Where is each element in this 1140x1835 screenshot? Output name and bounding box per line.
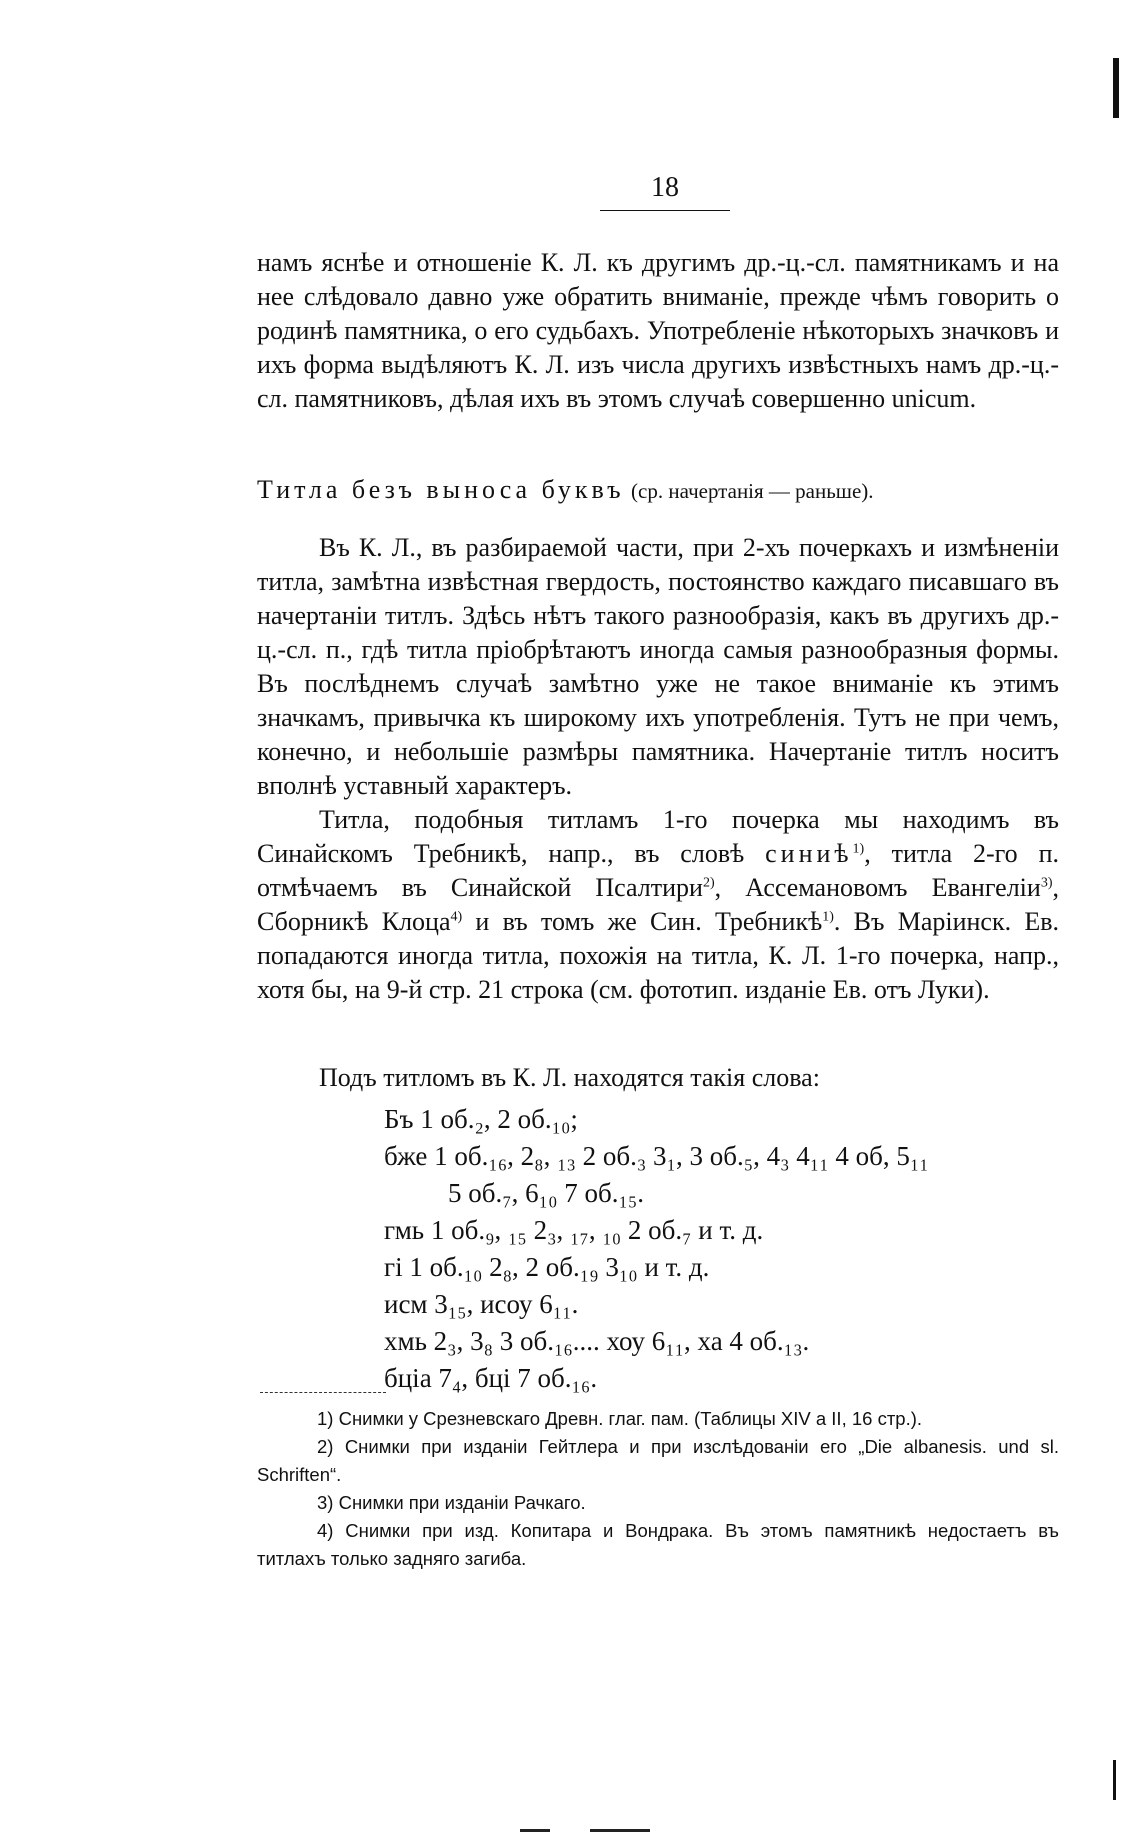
section-title: Титла безъ выноса буквъ [257,475,625,504]
example-line: 5 об.₇, 6₁₀ 7 об.₁₅. [448,1178,645,1208]
footnote-ref: 1) [822,909,834,925]
scan-artifact [520,1829,550,1832]
paragraph-continuation [257,246,1059,416]
abbreviation-examples [384,1101,1004,1397]
example-line: бціа 7₄, бці 7 об.₁₆. [384,1363,598,1393]
footnote-ref: 3) [1040,875,1053,891]
footnote-separator [260,1392,386,1393]
scan-edge-mark [1113,58,1119,118]
body-text [257,531,1059,1007]
footnote-3: 3) Снимки при изданіи Рачкаго. [317,1492,586,1513]
footnote-1: 1) Снимки у Срезневскаго Древн. глаг. пам. (Таблицы XIV a II, 16 стр.). [317,1408,923,1429]
example-line: гі 1 об.₁₀ 2₈, 2 об.₁₉ 3₁₀ и т. д. [384,1252,710,1282]
paragraph-3: Титла, подобныя титламъ 1-го почерка мы находимъ въ Синайскомъ Требникѣ, напр., въ словѣ синиѣ$^{1)}$, титла 2-го п. отмѣчаемъ въ Синайской Псалтири$^{2)}$, Ассемановомъ Евангеліи$^{3)}$, Сборникѣ Клоца$^{4)}$ и въ томъ же Син. Требникѣ$^{1)}$. Въ Маріинск. Ев. попадаются иногда титла, похожія на титла, К. Л. 1-го почерка, напр., хотя бы, на 9-й стр. 21 строка (см. фототип. изданіе Ев. отъ Луки). [257,805,1059,1004]
example-line: бже 1 об.₁₆, 2₈, ₁₃ 2 об.₃ 3₁, 3 об.₅, 4₃ 4₁₁ 4 об, 5₁₁ [384,1141,929,1171]
footnote-ref: 2) [702,875,715,891]
paragraph-1: намъ яснѣе и отношеніе К. Л. къ другимъ др.-ц.-сл. памятникамъ и на нее слѣдовало давно уже обратить вниманіе, прежде чѣмъ говорить о родинѣ памятника, о его судьбахъ. Употребленіе нѣкоторыхъ значковъ и ихъ форма выдѣляютъ К. Л. изъ числа другихъ извѣстныхъ намъ др.-ц.-сл. памятниковъ, дѣлая ихъ въ этомъ случаѣ совершенно unicum. [257,248,1059,413]
footnotes [257,1405,1059,1573]
scan-edge-mark [1113,1760,1116,1800]
example-line: гмь 1 об.₉, ₁₅ 2₃, ₁₇, ₁₀ 2 об.₇ и т. д. [384,1215,764,1245]
scan-artifact [590,1829,650,1832]
footnote-ref: 1) [852,841,865,857]
example-line: исм 3₁₅, исоу 6₁₁. [384,1289,579,1319]
footnote-4: 4) Снимки при изд. Копитара и Вондрака. Въ этомъ памятникѣ недостаетъ въ титлахъ только задняго загиба. [257,1520,1059,1569]
list-intro [257,1061,1059,1095]
example-line: хмь 2₃, 3₈ 3 об.₁₆.... хоу 6₁₁, ха 4 об.₁₃. [384,1326,810,1356]
footnote-ref: 4) [450,909,463,925]
example-line: Бъ 1 об.₂, 2 об.₁₀; [384,1104,578,1134]
paragraph-4: Подъ титломъ въ К. Л. находятся такія слова: [319,1063,820,1092]
paragraph-2: Въ К. Л., въ разбираемой части, при 2-хъ почеркахъ и измѣненіи титла, замѣтна извѣстная гвердость, постоянство каждаго писавшаго въ начертаніи титлъ. Здѣсь нѣтъ такого разнообразія, какъ въ другихъ др.-ц.-сл. п., гдѣ титла пріобрѣтаютъ иногда самыя разнообразныя формы. Въ послѣднемъ случаѣ замѣтно уже не такое вниманіе къ этимъ значкамъ, привычка къ широкому ихъ употребленія. Тутъ не при чемъ, конечно, и небольшіе размѣры памятника. Начертаніе титлъ носитъ вполнѣ уставный характеръ. [257,533,1059,800]
section-note: (ср. начертанія — раньше). [631,479,874,503]
page-number: 18 [600,172,730,211]
emphasized-word: синиѣ [765,839,853,868]
section-heading [257,473,1059,508]
footnote-2: 2) Снимки при изданіи Гейтлера и при изслѣдованіи его „Die albanesis. und sl. Schriften“. [257,1436,1059,1485]
